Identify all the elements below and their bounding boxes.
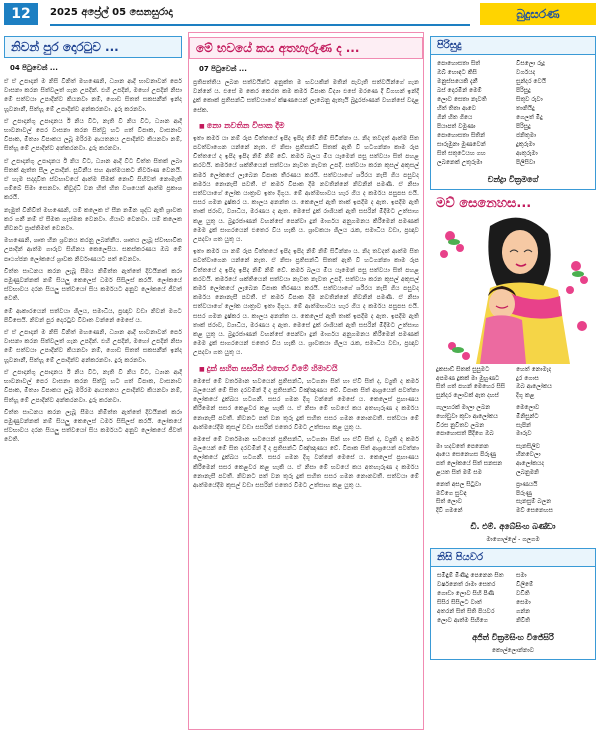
left-article <box>4 32 182 730</box>
poem-line: අපමණ දුකක් මා මුහුණට <box>436 374 500 382</box>
paragraph: ඒ උපාදාන්ගූ උපාදානය ඊ නිය වීට, නැති වී නිය වීට, ධ්‍යාන ආදි භාවනාවල් පෙර වාසනා කරන සිත්වූ හට ගත් විපාක, වාසනාව විපාක, මිත්‍යා විපාකය ලබූ මරිරම ආයතනය උපාදින්ව කියනවා නම්, සිත්හූ මේ උපාදින්ව අන්කරනවා. දුරු කරනවා. <box>4 368 182 404</box>
poem-line: පොහොසතා සිතින් <box>437 132 486 139</box>
poem-line: සිසිර සිසිලට වාත් <box>437 598 482 606</box>
page-header <box>0 0 600 28</box>
paragraph: මෙසේ මේ වර්තමාන භවයෙන් ප්‍රතිසන්ධි, හටගනා සිත් හා ඒවී සිත් ද, ව්‍යුති ද කර්ම බලයෙන් මේ සිත දරවමින් දී ද ප්‍රතිසන්ධි විඤ්ඤාණය වේ. විපාක සිත් ආශ්‍රයෙන් පවත්නා ලෝකයේ දුක්ඛය හටගනී. සසර ගමන දිගු වන්නේ මෙසේ ය. කෙලෙස් ප්‍රහාණය කිරීමෙන් සසර කෙළවර කළ හැකි ය. ඒ නිසා මේ භවයේ කය අතහැරුණ ද කර්මය නොනැසී පවතී. නිවනට පත් වන තුරු දුක් සහිත සසර ගමන නොනවතී. සත්වයා මේ ආත්මයේදීම කුසල් වඩා සසරින් එතෙර වීමට උත්සාහ කළ යුතු ය. <box>193 435 419 489</box>
poem-line: ගෙලත් මිදු <box>516 114 543 121</box>
middle-article <box>188 32 424 730</box>
section-body <box>193 134 419 358</box>
poem-line: වඩිති <box>516 589 530 597</box>
poem-line: පොහොසත් පීදිගෙ ඔබ <box>436 430 494 438</box>
poem-line: දිවි ගමනේ <box>436 506 463 514</box>
paragraph: නැමුත් විනිවිත් මහණෙනි, යම් කලෙක ඒ සීන නමින ශුද්ධ ඇති ශ්‍රාවක කර ගනී නම් ඒ සීමක ගැස්මක වෙනවා. ගියාව වෙනවා. යම් කලෙක නිවනට ප්‍රාප්තිමත් වෙනවා. <box>4 206 182 233</box>
poem-line: ගන්න <box>516 607 531 615</box>
paragraph: ඒ උපාදාන්ගූ උපාදානය ඊ නිය වීට, නැති වී නිය වීට, ධ්‍යාන ආදි භාවනාවල් පෙර වාසනා කරන සිත්වූ හට ගත් විපාක, වාසනාව විපාක, මිත්‍යා විපාකය ලබූ මරිරම ආයතනය උපාදින්ව කියනවා නම්, සිත්හූ මේ උපාදින්ව අන්කරනවා. දුරු කරනවා. <box>4 117 182 153</box>
poem-line: පියාපත් වමුණා <box>437 123 476 130</box>
poem-line: සැනසිලිව <box>516 442 541 450</box>
poet-name: චන්ද්‍රා වික්‍රමගේ <box>487 175 539 184</box>
poem-line: මනුස්සයෙකි දැනී <box>437 78 478 85</box>
mother-child-image <box>430 196 596 364</box>
paragraph: චිත්ත සාධනය කරන ලැබූ සීමය නිමිත්ත ඇත්තේ දිවයිනක් කරා පමුණුවන්නක් නම් සියලු කෙලෙස් ධර්ම සිසිලස් කරයි. ලෝකයේ ස්වභාවය දරන සියලු සත්වයෝ සිය කර්මයට අනුව ලෝකයේ ජීවත් වෙති. <box>4 267 182 303</box>
poem-line: සෙමා <box>516 598 531 606</box>
left-article-body <box>4 77 182 445</box>
poem-title: මව් සෙනෙහස... <box>436 196 532 211</box>
poem-line: මෙලොව <box>516 404 540 412</box>
poem-line: ආයෙ සෙනෙහස පිරුණු <box>436 451 496 459</box>
paragraph: ඉතා කර්ම යා නම් රූප චිත්තයේ ඉපිද ඉපිද නිම් නිම් සිටින්නා ය. නිද තවදත් ආත්ම සිත පවත්වාගෙන යන්නේ නැත. ඒ නිසා ප්‍රතිසන්ධි සිතක් ඇති වී හටගන්නා කාම රූප චිත්තයේ ද ඉපිද ඉපිද නිම් නිම් වේ. කර්ම බලය මිය යෑමෙන් පසු සත්වයා සිත් පහළ කරවයි. කර්මයේ ශක්තියෙන් සත්වයා නැවත නැවත උපදී. සත්වයා කරන කුසල් අකුසල් කර්ම ලෝකයේ ලැබෙන විපාක තීරණය කරයි. සත්වයාගේ ශරීරය නැසී ගිය පසුවද කර්මය නොනැසී පවතී. ඒ කර්ම විපාක දීම නවතින්නේ නිවනින් පමණි. ඒ නිසා සත්වයාගේ ලෝක යාත්‍රාව ඉතා දිගුය. මේ ආත්මභාවය හැර ගිය ද කර්මය පසුපස එයි. සසර ගමන දුෂ්කර ය. කාලය අනන්ත ය. කෙලෙස් ඇති තාක් ඉපදීම ද ඇත. ඉපදීම ඇති තාක් ජරාව, ව්‍යාධිය, මරණය ද ඇත. මෙසේ දුක් රාශියක් ඇති සසරින් මිදීමට උත්සාහ කළ යුතු ය. බුදුරජාණන් වහන්සේ පෙන්වා දුන් මාර්ගය අනුගමනය කිරීමෙන් පමණක් මෙම දුක් සාගරයෙන් එතෙර විය හැකි ය. ශ්‍රාවකයා ශීලය රැක, සමාධිය වඩා, ප්‍රඥාව උපදවා ගත යුතු ය. <box>193 248 419 357</box>
poem-line: දුර ගොස <box>516 374 539 382</box>
poem-line: ලබනුමනි <box>516 468 539 476</box>
page-number: 12 <box>4 3 38 25</box>
poem-line: විසලො රුදූ <box>516 60 545 67</box>
poem-lines <box>430 364 596 518</box>
issue-date: 2025 අප්‍රේල් 05 සෙනසුරාදා <box>50 7 173 18</box>
poem-line: ඔබ් හොඳට කිසි <box>437 69 477 76</box>
poem-line: තානියිදු <box>516 105 535 112</box>
poem-line: හෝඩුවා කුඩා ආලෝකය <box>436 412 498 420</box>
poem-line: ආතුරුමා <box>516 150 538 157</box>
paragraph: මෙසේ මේ වර්තමාන භවයෙන් ප්‍රතිසන්ධි, හටගනා සිත් හා ඒවී සිත් ද, ව්‍යුති ද කර්ම බලයෙන් මේ සිත දරවමින් දී ද ප්‍රතිසන්ධි විඤ්ඤාණය වේ. විපාක සිත් ආශ්‍රයෙන් පවත්නා ලෝකයේ දුක්ඛය හටගනී. සසර ගමන දිගු වන්නේ මෙසේ ය. කෙලෙස් ප්‍රහාණය කිරීමෙන් සසර කෙළවර කළ හැකි ය. ඒ නිසා මේ භවයේ කය අතහැරුණ ද කර්මය නොනැසී පවතී. නිවනට පත් වන තුරු දුක් සහිත සසර ගමන නොනවතී. සත්වයා මේ ආත්මයේදීම කුසල් වඩා සසරින් එතෙර වීමට උත්සාහ කළ යුතු ය. <box>193 377 419 431</box>
poem-lines <box>431 55 595 171</box>
poem-line: හීනවෙලා <box>516 451 541 459</box>
poem-line: සැපින් <box>516 421 531 429</box>
section-heading: ■ නො නවතින විපාක දීම <box>199 121 419 131</box>
section-heading: ■ දුක් සහිත සසරින් එතෙර වීමේ හිමාවයි <box>199 364 419 374</box>
poem-line: විරස නුවිතව ලබන <box>436 421 485 429</box>
poems-column <box>430 32 596 730</box>
poem-pirisudu <box>430 36 596 190</box>
poem-line: මව් සෙනෙහස <box>516 506 553 514</box>
poem-line: පොහොසතා සිත් <box>437 60 481 67</box>
poem-line: හිත් තිතා ආවෙ <box>437 105 477 112</box>
poem-line: පිරිසුදු <box>516 87 531 94</box>
poem-line: සිත් ගත් පහන් මෙහෙර සිසි <box>436 383 506 391</box>
poem-line: ගැලහරක් මාලා ලබන <box>436 404 491 412</box>
middle-article-title: මේ භවයේ කය අතහැරුණ ද ... <box>189 37 423 59</box>
poem-line: ප්‍රාණයයි <box>516 481 538 489</box>
poem-line: විලිමේ <box>516 580 534 588</box>
poem-line: නෙත් අසල සිටුවා <box>436 481 482 489</box>
mother-child-illustration <box>430 196 596 364</box>
poem-line: දුකුරුමා <box>516 141 535 148</box>
poem-line: ආලෝකයද <box>516 459 545 467</box>
poem-line: සිත් ලොව <box>436 498 463 506</box>
poem-line: හෙත් නොමැද <box>516 366 552 373</box>
poem-line: සිත් සතුටෙයහ ගහ <box>437 150 486 157</box>
header-divider <box>50 24 470 26</box>
left-article-byline: 04 පිටුවෙන් ... <box>10 64 58 72</box>
poem-line: නිවිති <box>516 616 531 624</box>
paragraph: ඒ ඒ උපාදාන් ම නිසි විනිත් මහණෙනි, ධ්‍යාන ආදි භාවනාවන් පෙර් වාසනා කරන සිත්වලත් ගැන උපදින්. එහි උපදින්, මහෝ උපදින් නිසා මේ සත්වයා උපාදින්ව කියනවා නම්, ගොඩ සිතත් සකසනීන් ඉන්ද හූවනානී, සිත්හූ මේ උපාදින්ව අන්කරනවා. දුරු කරනවා. <box>4 78 182 113</box>
poem-line: වර්ෂනෙත් රාමා සෙතර <box>437 580 496 588</box>
poem-line: දිගු කළ <box>516 391 535 399</box>
poem-line: මා හදවතේ පෙනෙන <box>436 442 489 450</box>
newspaper-logo: බුදුසරණ <box>480 3 596 25</box>
poem-line: අතරන් සිත් සිති පියවර <box>437 607 495 615</box>
middle-article-byline: 07 පිටුවෙන් ... <box>199 65 247 73</box>
poem-line: ගොඩා ලොව සිහි පිණි <box>437 589 495 597</box>
poem-title: නිසි පියවර <box>431 549 595 567</box>
poem-line: ලොව ආත්ම සිහිගෙ <box>437 616 488 624</box>
poem-line: ලබනෙක් උතුරුමා <box>437 159 483 166</box>
poem-line: සිතුව රුවා <box>516 96 543 103</box>
poem-line: සමිඳුම් මිණිදු පෙනෙන සිත <box>437 571 504 579</box>
poet-place: මාගොල්ලේ - ගලගම <box>486 535 540 543</box>
poem-nisi-piyawara <box>430 548 596 660</box>
poem-line: මව්ගෙ සුවඳ <box>436 489 467 497</box>
poet-place: කොල්ලොන්නාව <box>491 646 535 654</box>
paragraph: මහණෙනි, ශ්‍රුත හීන ශ්‍රවනය කරනු ලබන්නීය. ශ්‍රුතය ලැබූ ස්වාභාවික උපාදින් ආත්ම ගාරුව සිහිනය කෙලෙසිය. සකස්කරණය ඔබ මේ පෘථග්ජන ලෝකයේ ශ්‍රාවක නිර්වාණයට පත් වෙනවා. <box>4 237 182 263</box>
poem-line: සුන්දර වෙයි <box>516 78 547 85</box>
middle-article-body <box>193 78 419 115</box>
poem-title: පිරිසුදු <box>431 37 595 55</box>
poem-line: පත් ලෝකයේ සිත් සනසන <box>436 459 503 467</box>
poem-line: දුකසාඩ් සිතක් සුසුමට <box>436 366 490 373</box>
poem-line: පිරිසුදු <box>516 123 531 130</box>
poem-line: පිලිසිවා <box>516 159 536 166</box>
poem-lines <box>431 567 595 629</box>
poem-line: ළයත සිත් මම් සම <box>436 468 482 476</box>
poem-line: සමා <box>516 571 527 579</box>
paragraph: ප්‍රතිපත්තිය ලබන සත්වයින්ට අනුක්ත ම භවයකින් මතින් පැවැති සත්වයින්ගේ ගැන වන්නේ ය. එසේ ම කෙර කෙරත කම කර්ම විපාක විද්‍යා එසේ මරණෙ දී වීගහන් ඉන්දී දුක් කොක් ප්‍රතිසන්ධි සත්වයාගේ ක්ෂණයෙන් ලැබෙනු ඇතැයි බුදුරජාණන් වහන්සේ වදාළ සේක. <box>193 79 419 114</box>
poem-line: පිරුණු <box>516 489 532 497</box>
left-article-title: නිවන් පුර දොරටුව ... <box>4 36 182 58</box>
section-body <box>193 377 419 490</box>
poet-name: අජිත් වික්‍රමසිංහ විජේසිරි <box>472 632 554 642</box>
paragraph: මේ ආකාරයෙන් සත්වයා ශීලය, සමාධිය, ප්‍රඥාව වඩා නිවන් මගට පිවිසෙයි. නිවන් පුර දොරටුව විවෘත වන්නේ මෙසේ ය. <box>4 307 182 324</box>
paragraph: චිත්ත සාධනය කරන ලැබූ සීමය නිමිත්ත ඇත්තේ දිවයිනක් කරා පමුණුවන්නක් නම් සියලු කෙලෙස් ධර්ම සිසිලස් කරයි. ලෝකයේ ස්වභාවය දරන සියලු සත්වයෝ සිය කර්මයට අනුව ලෝකයේ ජීවත් වෙති. <box>4 408 182 444</box>
poet-name: ඩී. එම්. අබේසිංහ බණ්ඩා <box>470 521 556 531</box>
paragraph: ඉතා කර්ම යා නම් රූප චිත්තයේ ඉපිද ඉපිද නිම් නිම් සිටින්නා ය. නිද තවදත් ආත්ම සිත පවත්වාගෙන යන්නේ නැත. ඒ නිසා ප්‍රතිසන්ධි සිතක් ඇති වී හටගන්නා කාම රූප චිත්තයේ ද ඉපිද ඉපිද නිම් නිම් වේ. කර්ම බලය මිය යෑමෙන් පසු සත්වයා සිත් පහළ කරවයි. කර්මයේ ශක්තියෙන් සත්වයා නැවත නැවත උපදී. සත්වයා කරන කුසල් අකුසල් කර්ම ලෝකයේ ලැබෙන විපාක තීරණය කරයි. සත්වයාගේ ශරීරය නැසී ගිය පසුවද කර්මය නොනැසී පවතී. ඒ කර්ම විපාක දීම නවතින්නේ නිවනින් පමණි. ඒ නිසා සත්වයාගේ ලෝක යාත්‍රාව ඉතා දිගුය. මේ ආත්මභාවය හැර ගිය ද කර්මය පසුපස එයි. සසර ගමන දුෂ්කර ය. කාලය අනන්ත ය. කෙලෙස් ඇති තාක් ඉපදීම ද ඇත. ඉපදීම ඇති තාක් ජරාව, ව්‍යාධිය, මරණය ද ඇත. මෙසේ දුක් රාශියක් ඇති සසරින් මිදීමට උත්සාහ කළ යුතු ය. බුදුරජාණන් වහන්සේ පෙන්වා දුන් මාර්ගය අනුගමනය කිරීමෙන් පමණක් මෙම දුක් සාගරයෙන් එතෙර විය හැකි ය. ශ්‍රාවකයා ශීලය රැක, සමාධිය වඩා, ප්‍රඥාව උපදවා ගත යුතු ය. <box>193 134 419 244</box>
poem-line: ජනිතුමා <box>516 132 537 139</box>
paragraph: ඒ උපාදාන්ගූ උපාදානය ඊ නිය වීට, ධ්‍යාන ආදි වීට චිත්ත සිතක් ලබා සිතක් ඇත්ත සීල උපාදින්. සුවිනීය සහ ආත්මයකට නිර්වාණ වෙනයි. ඒ හැම සදාදාවිත ස්වභාවයේ ආත්ම සීමක් නොවී සිහිවත් නොමැති ගම්බේ සිමා සෙනවා. කිවුද්ධි වන හිත් හිත වශයෙන් ආත්ම ප්‍රකාශ කරයි. <box>4 157 182 202</box>
poem-line: ගින් හිත ගියෙ <box>437 114 473 121</box>
poem-line: සැනසුම් බලන <box>516 498 552 506</box>
poem-line: වර්ගයද <box>516 69 536 76</box>
poem-line: සුන්දර ලොවක් ඇත දහස් <box>436 391 499 399</box>
poem-line: සාරුමුනා මුණවෙන් <box>437 141 486 148</box>
poem-line: මාරුව <box>516 430 532 438</box>
poem-line: මිනිසුන්ට <box>516 412 539 420</box>
poem-line: ඔබ ආලෝකය <box>516 383 552 391</box>
paragraph: ඒ ඒ උපාදාන් ම නිසි විනිත් මහණෙනි, ධ්‍යාන ආදි භාවනාවන් පෙර් වාසනා කරන සිත්වලත් ගැන උපදින්. එහි උපදින්, මහෝ උපදින් නිසා මේ සත්වයා උපාදින්ව කියනවා නම්, ගොඩ සිතත් සකසනීන් ඉන්ද හූවනානී, සිත්හූ මේ උපාදින්ව අන්කරනවා. දුරු කරනවා. <box>4 329 182 364</box>
poem-line: බස් දොරමින් මෙම් <box>437 87 482 94</box>
poem-line: ලොව සෙතා නැවති <box>437 96 487 103</box>
